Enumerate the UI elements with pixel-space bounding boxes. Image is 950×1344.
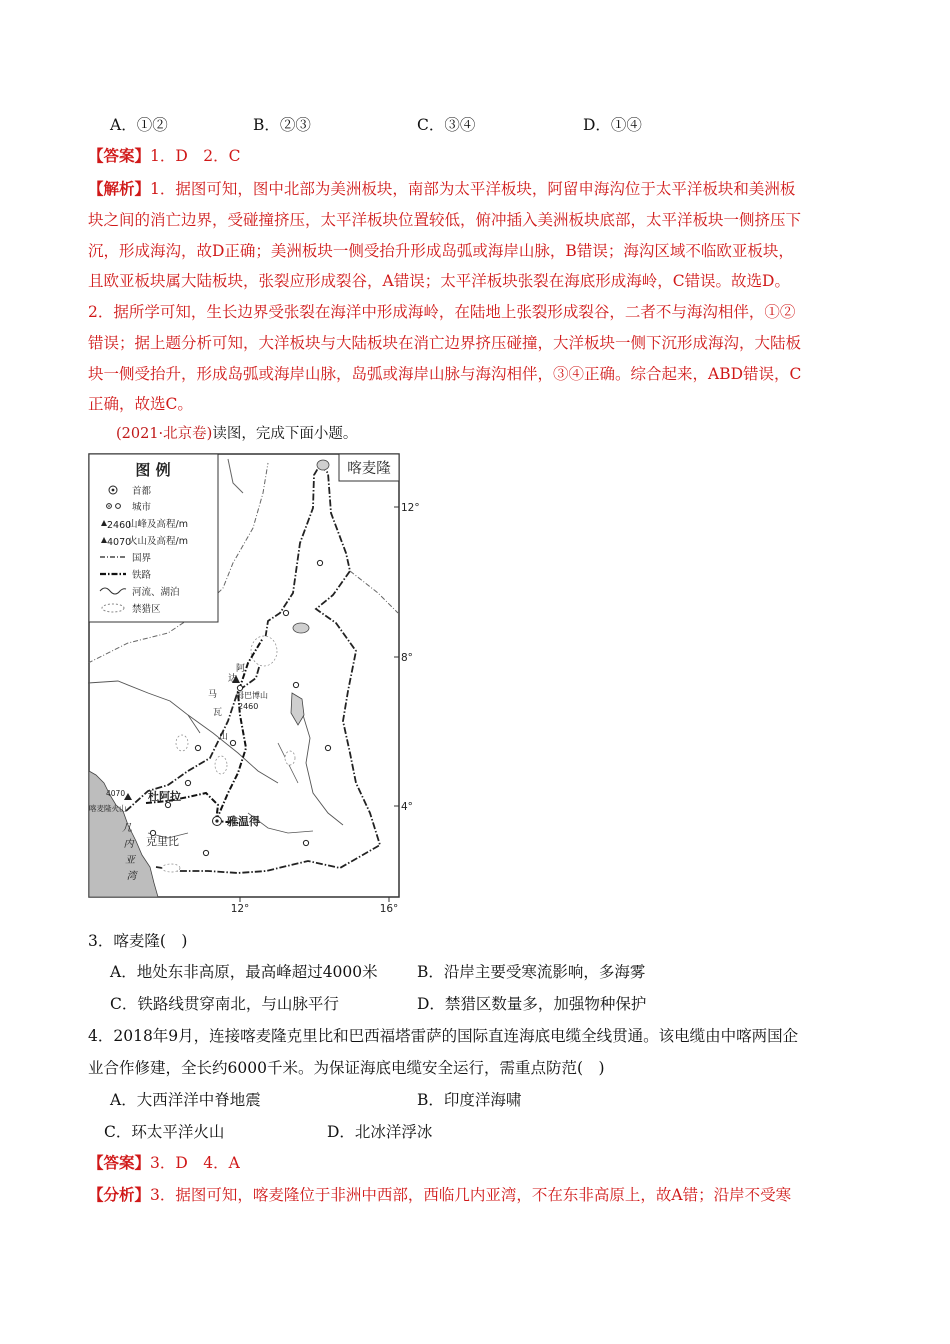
analysis-tag: 【分析】	[88, 1185, 151, 1204]
kribi-label: 克里比	[146, 835, 179, 848]
analysis-line: 块之间的消亡边界，受碰撞挤压，太平洋板块位置较低，俯冲插入美洲板块底部，太平洋板块一侧挤压下	[88, 211, 802, 229]
answer-line-1	[88, 146, 241, 166]
peak-label: 姆巴博山	[236, 691, 268, 700]
analysis-line	[88, 179, 795, 199]
analysis-line-2	[88, 1185, 791, 1205]
legend-item-peak: 山峰及高程/m	[128, 519, 188, 530]
lon-label-12: 12°	[230, 903, 250, 915]
douala-label: 杜阿拉	[148, 790, 181, 803]
q3-option-b: B．沿岸主要受寒流影响，多海雾	[417, 963, 646, 981]
legend-item-railway: 铁路	[132, 570, 152, 581]
lon-label-16: 16°	[379, 903, 399, 915]
option-c: C．③④	[417, 116, 476, 134]
legend-item-reserve: 禁猎区	[132, 604, 161, 615]
map-title: 喀麦隆	[347, 461, 391, 477]
q3-option-a: A．地处东非高原，最高峰超过4000米	[110, 963, 378, 981]
q4-option-c: C．环太平洋火山	[104, 1123, 225, 1141]
question-4-line: 业合作修建，全长约6000千米。为保证海底电缆安全运行，需重点防范( )	[88, 1059, 605, 1077]
legend-item-capital: 首都	[132, 486, 152, 497]
yaounde-label: 雅温得	[227, 815, 260, 828]
answer-tag: 【答案】	[88, 146, 151, 165]
analysis-line: 且欧亚板块属大陆板块，张裂应形成裂谷，A错误；太平洋板块张裂在海底形成海岭，C错误。故选D。	[88, 272, 790, 290]
answer-tag: 【答案】	[88, 1153, 151, 1172]
q4-option-d: D．北冰洋浮冰	[327, 1123, 433, 1141]
question-intro	[116, 424, 357, 444]
peak-elevation: 2460	[238, 702, 259, 711]
legend-title: 图 例	[135, 461, 171, 479]
q3-option-d: D．禁猎区数量多，加强物种保护	[417, 995, 647, 1013]
volcano-elevation: 4070	[106, 789, 126, 798]
mountain-range-label: 阿达马瓦山	[208, 664, 246, 742]
analysis-line: 沉，形成海沟，故D正确；美洲板块一侧受抬升形成岛弧或海岸山脉，B错误；海沟区域不临欧亚板块，	[88, 242, 794, 260]
lat-label-12: 12°	[401, 502, 420, 514]
analysis-line: 块一侧受抬升，形成岛弧或海岸山脉，岛弧或海岸山脉与海沟相伴，③④正确。综合起来，ABD错误，C	[88, 365, 802, 383]
analysis-line: 正确，故选C。	[88, 395, 193, 413]
option-a: A．①②	[110, 116, 168, 134]
q3-option-c: C．铁路线贯穿南北，与山脉平行	[110, 995, 339, 1013]
legend-item-city: 城市	[132, 502, 152, 513]
legend-item-border: 国界	[132, 553, 152, 564]
question-3-stem: 3．喀麦隆( )	[88, 932, 188, 950]
option-b: B．②③	[253, 116, 311, 134]
analysis-text: 1．据图可知，图中北部为美洲板块，南部为太平洋板块，阿留申海沟位于太平洋板块和美洲板	[150, 180, 796, 198]
answer-line-2	[88, 1153, 240, 1173]
analysis-tag: 【解析】	[88, 179, 151, 198]
answer-text: 3．D 4．A	[150, 1154, 240, 1172]
volcano-label: 喀麦隆火山	[89, 804, 127, 813]
question-4-line: 4．2018年9月，连接喀麦隆克里比和巴西福塔雷萨的国际直连海底电缆全线贯通。该电缆由中喀两国企	[88, 1027, 799, 1045]
analysis-text: 3．据图可知，喀麦隆位于非洲中西部，西临几内亚湾，不在东非高原上，故A错；沿岸不受寒	[150, 1186, 792, 1204]
gulf-label: 几内亚湾	[122, 823, 137, 882]
q4-option-a: A．大西洋洋中脊地震	[110, 1091, 261, 1109]
legend-sample-volcano: 4070	[107, 537, 132, 548]
analysis-line: 2．据所学可知，生长边界受张裂在海洋中形成海岭，在陆地上张裂形成裂谷，二者不与海沟相伴，①②	[88, 303, 796, 321]
analysis-line: 错误；据上题分析可知，大洋板块与大陆板块在消亡边界挤压碰撞，大洋板块一侧下沉形成海沟，大陆板	[88, 334, 802, 352]
q4-option-b: B．印度洋海啸	[417, 1091, 522, 1109]
lat-label-8: 8°	[401, 652, 413, 664]
answer-text: 1．D 2．C	[150, 147, 241, 165]
legend-item-river: 河流、湖泊	[132, 587, 180, 598]
legend-item-volcano: 火山及高程/m	[128, 536, 188, 547]
question-source: (2021·北京卷)	[116, 426, 213, 442]
cameroon-map	[88, 453, 420, 915]
lat-label-4: 4°	[401, 801, 413, 813]
option-d: D．①④	[583, 116, 642, 134]
legend-sample-peak: 2460	[107, 520, 132, 531]
intro-text: 读图，完成下面小题。	[212, 426, 358, 442]
